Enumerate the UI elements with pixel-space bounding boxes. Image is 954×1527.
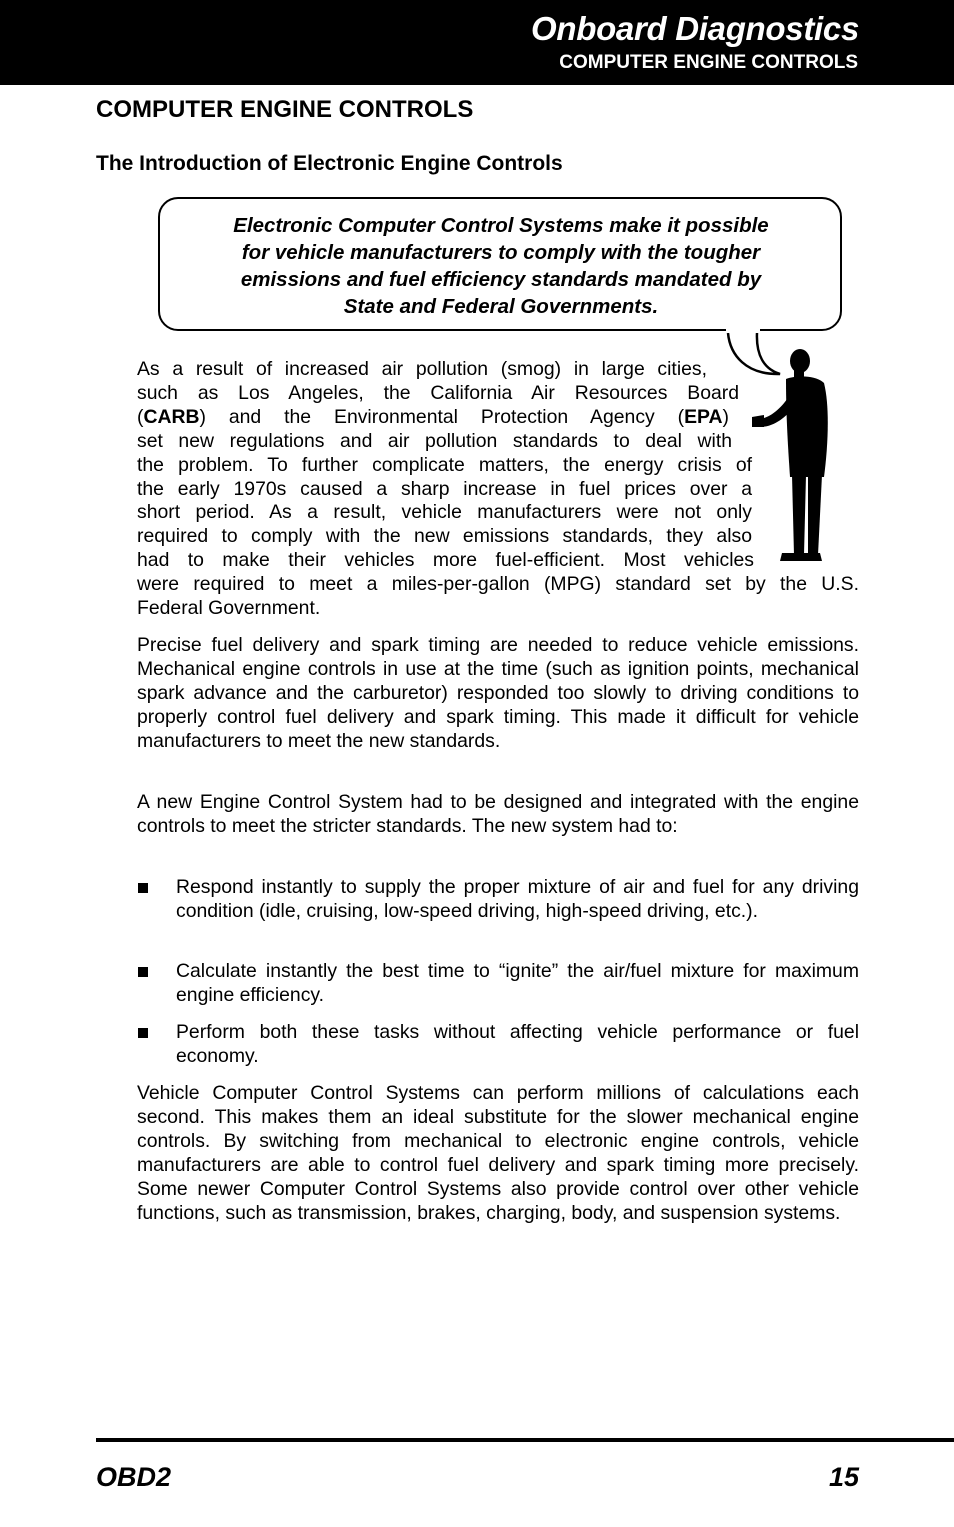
- list-item-text: Perform both these tasks without affecting vehicle performance or fuel economy.: [176, 1021, 859, 1067]
- header-subtitle: COMPUTER ENGINE CONTROLS: [559, 52, 858, 73]
- text-line: Federal Government.: [137, 597, 321, 620]
- callout-line: Electronic Computer Control Systems make it possible: [233, 214, 769, 237]
- text-line: were required to meet a miles-per-gallon (MPG) standard set by the U.S.: [137, 573, 859, 596]
- text-line: (CARB) and the Environmental Protection Agency (EPA): [137, 405, 729, 428]
- text-line: had to make their vehicles more fuel-efficient. Most vehicles: [137, 549, 754, 572]
- paragraph-engine-control-system: A new Engine Control System had to be designed and integrated with the engine controls to meet the stricter standards. The new system had to:: [137, 791, 859, 837]
- text-line: As a result of increased air pollution (smog) in large cities,: [137, 358, 707, 380]
- paragraph-intro: [137, 358, 859, 621]
- paragraph-computer-control-systems: Vehicle Computer Control Systems can perform millions of calculations each second. This makes them an ideal substitute for the slower mechanical engine controls. By switching from mechanical to electronic engine controls, vehicle manufacturers are able to control fuel delivery and spark timing more precisely. Some newer Computer Control Systems also provide control over other vehicle functions, such as transmission, brakes, charging, body, and suspension systems.: [137, 1082, 859, 1224]
- text-line: required to comply with the new emissions standards, they also: [137, 525, 752, 548]
- callout-line: State and Federal Governments.: [343, 295, 659, 318]
- footer-divider: [96, 1438, 954, 1442]
- square-bullet-icon: [138, 883, 148, 893]
- page-number: 15: [828, 1462, 859, 1492]
- text-line: the early 1970s caused a sharp increase in fuel prices over a: [137, 477, 752, 500]
- callout-line: for vehicle manufacturers to comply with the tougher: [241, 241, 761, 264]
- square-bullet-icon: [138, 967, 148, 977]
- callout-line: emissions and fuel efficiency standards mandated by: [240, 268, 762, 291]
- header-title: Onboard Diagnostics: [530, 10, 859, 47]
- callout-text: [180, 212, 822, 320]
- square-bullet-icon: [138, 1028, 148, 1038]
- text-line: the problem. To further complicate matters, the energy crisis of: [137, 453, 752, 476]
- list-item-text: Calculate instantly the best time to “ignite” the air/fuel mixture for maximum engine efficiency.: [176, 960, 859, 1006]
- paragraph-fuel-delivery: Precise fuel delivery and spark timing are needed to reduce vehicle emissions. Mechanical engine controls in use at the time (such as ignition points, mechanical spark advance and the carburetor) responded too slowly to driving conditions to properly control fuel delivery and spark timing. This made it difficult for vehicle manufacturers to meet the new standards.: [137, 634, 859, 752]
- subsection-title: The Introduction of Electronic Engine Controls: [96, 152, 563, 175]
- text-line: set new regulations and air pollution standards to deal with: [137, 429, 732, 452]
- epa-acronym: EPA: [684, 405, 723, 428]
- page-header: [0, 0, 954, 85]
- text-line: such as Los Angeles, the California Air Resources Board: [137, 381, 739, 404]
- carb-acronym: CARB: [143, 405, 200, 428]
- footer-product-name: OBD2: [96, 1462, 172, 1492]
- text-line: short period. As a result, vehicle manufacturers were not only: [137, 501, 752, 524]
- section-title: COMPUTER ENGINE CONTROLS: [96, 96, 474, 123]
- list-item-text: Respond instantly to supply the proper mixture of air and fuel for any driving condition (idle, cruising, low-speed driving, high-speed driving, etc.).: [176, 876, 859, 922]
